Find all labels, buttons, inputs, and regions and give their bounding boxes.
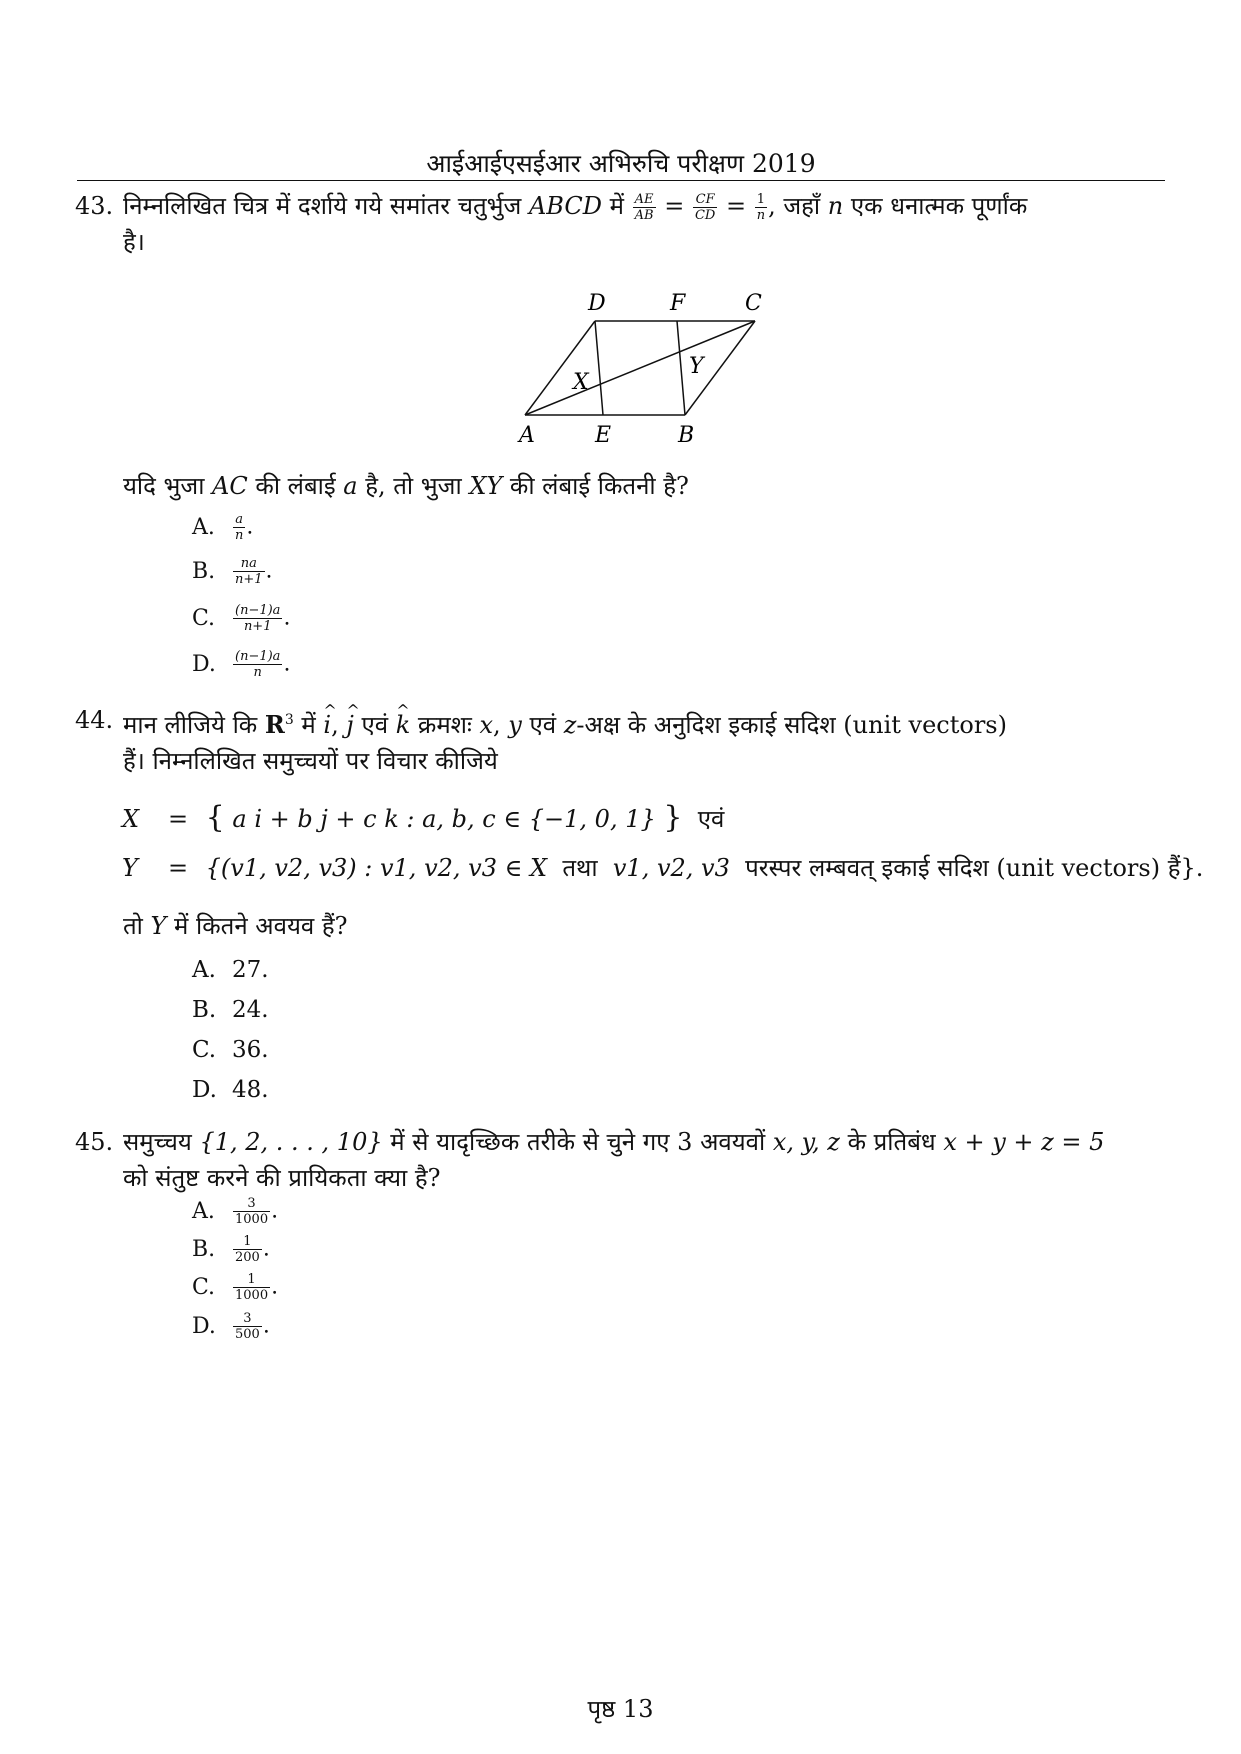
option-b[interactable]: B. $\frac{1}{200}$ . [192, 1234, 270, 1265]
segment-de [595, 321, 603, 415]
label-f: F [670, 291, 686, 316]
page-number: पृष्ठ 13 [587, 1695, 654, 1723]
set-x-body: a i + b j + c k : a, b, c ∈ {−1, 0, 1} [232, 805, 656, 833]
text: है। [123, 228, 145, 256]
question-number: 43. [75, 192, 114, 220]
question-44: 44. मान लीजिये कि $R^3$ में ^ i, ^ j एवं ^ k क्रमशः x, y एवं z-अक्ष के अनुदिश इकाई सदिश (unit vectors) हैं। निम्नलिखित समुच्चयों पर विचार कीजिये [75, 702, 1167, 779]
option-a[interactable]: A. $\frac{3}{1000}$ . [192, 1196, 279, 1227]
option-d[interactable]: D. $\frac{3}{500}$ . [192, 1311, 270, 1342]
fraction-ae-ab: $\frac{AE}{AB}$ [634, 192, 654, 223]
text: के प्रतिबंध [847, 1128, 936, 1156]
option-a[interactable]: A. 27. [192, 957, 269, 983]
label-d: D [588, 291, 606, 316]
option-b[interactable]: B. $\frac{na}{n+1}$ . [192, 556, 273, 587]
set-y-definition: Y = {(v1, v2, v3) : v1, v2, v3 ∈ X तथा v1, v2, v3 परस्पर लम्बवत् इकाई सदिश (unit vectors) हैं}. [122, 854, 1204, 882]
unit-vector-i: ^ i [323, 707, 331, 743]
label-b: B [678, 423, 695, 448]
question-43-ask [75, 468, 1167, 504]
math-a: a [343, 472, 358, 500]
text: है, तो भुजा [365, 472, 462, 500]
text: एवं [529, 711, 557, 739]
question-44-ask [75, 908, 1167, 944]
question-number: 45. [75, 1128, 114, 1156]
text: एवं [361, 711, 389, 739]
text: में [301, 711, 316, 739]
option-d[interactable]: D. $\frac{(n-1)a}{n}$ . [192, 649, 291, 680]
header-rule [77, 180, 1165, 181]
option-a[interactable]: A. $\frac{a}{n}$ . [192, 512, 254, 543]
label-e: E [595, 423, 612, 448]
text: समुच्चय [123, 1128, 192, 1156]
text: की लंबाई कितनी है? [509, 472, 689, 500]
text: हैं। निम्नलिखित समुच्चयों पर विचार कीजिये [123, 747, 498, 775]
math-y: Y [150, 912, 167, 940]
text: , जहाँ [768, 192, 821, 220]
text: में से यादृच्छिक तरीके से चुने गए [390, 1128, 670, 1156]
math-xy: XY [469, 472, 503, 500]
text: में कितने अवयव हैं? [174, 912, 348, 940]
text: की लंबाई [255, 472, 336, 500]
label-x: X [573, 370, 589, 395]
text: को संतुष्ट करने की प्रायिकता क्या है? [123, 1164, 441, 1192]
text: मान लीजिये कि [123, 711, 258, 739]
page-header: आईआईएसईआर अभिरुचि परीक्षण 2019 [426, 149, 816, 178]
question-number: 44. [75, 706, 114, 734]
set-x-definition: X = { a i + b j + c k : a, b, c ∈ {−1, 0, 1} } एवं [122, 800, 725, 835]
option-c[interactable]: C. 36. [192, 1037, 269, 1063]
label-y: Y [689, 354, 704, 379]
option-c[interactable]: C. $\frac{(n-1)a}{n+1}$ . [192, 603, 291, 634]
math-set: {1, 2, . . . , 10} [199, 1128, 383, 1156]
parallelogram-figure [505, 285, 795, 450]
text: -अक्ष के अनुदिश इकाई सदिश (unit vectors) [576, 711, 1007, 739]
text: में [609, 192, 624, 220]
question-45: 45. समुच्चय {1, 2, . . . , 10} में से यादृच्छिक तरीके से चुने गए 3 अवयवों x, y, z के प्रतिबंध x + y + z = 5 को संतुष्ट करने की प्रायिकता क्या है? [75, 1124, 1167, 1196]
option-c[interactable]: C. $\frac{1}{1000}$ . [192, 1272, 279, 1303]
option-d[interactable]: D. 48. [192, 1077, 269, 1103]
label-c: C [745, 291, 762, 316]
text: निम्नलिखित चित्र में दर्शाये गये समांतर चतुर्भुज [123, 192, 522, 220]
text: तो [123, 912, 143, 940]
math-r: R [264, 710, 285, 739]
label-a: A [519, 423, 535, 448]
text: यदि भुजा [123, 472, 205, 500]
option-b[interactable]: B. 24. [192, 997, 269, 1023]
math-ac: AC [212, 472, 248, 500]
segment-fb [677, 321, 685, 415]
text: एक धनात्मक पूर्णांक [850, 192, 1028, 220]
math-n: n [827, 192, 844, 220]
fraction-cf-cd: $\frac{CF}{CD}$ [694, 192, 716, 223]
text: क्रमशः [417, 711, 472, 739]
unit-vector-k: ^ k [396, 707, 411, 743]
fraction-1-n: $\frac{1}{n}$ [756, 192, 766, 223]
math-condition: x + y + z = 5 [943, 1128, 1105, 1156]
math-abcd: ABCD [528, 192, 602, 220]
question-text: निम्नलिखित चित्र में दर्शाये गये समांतर चतुर्भुज ABCD में $\frac{AE}{AB}$ = $\frac{CF}{CD}$ = $\frac{1}{n}$ , जहाँ n एक धनात्मक पूर्णांक है। [123, 192, 1028, 256]
set-y-body: {(v1, v2, v3) : v1, v2, v3 ∈ X [205, 854, 548, 882]
question-43 [75, 188, 1167, 260]
text: अवयवों [700, 1128, 766, 1156]
unit-vector-j: ^ j [346, 707, 353, 743]
